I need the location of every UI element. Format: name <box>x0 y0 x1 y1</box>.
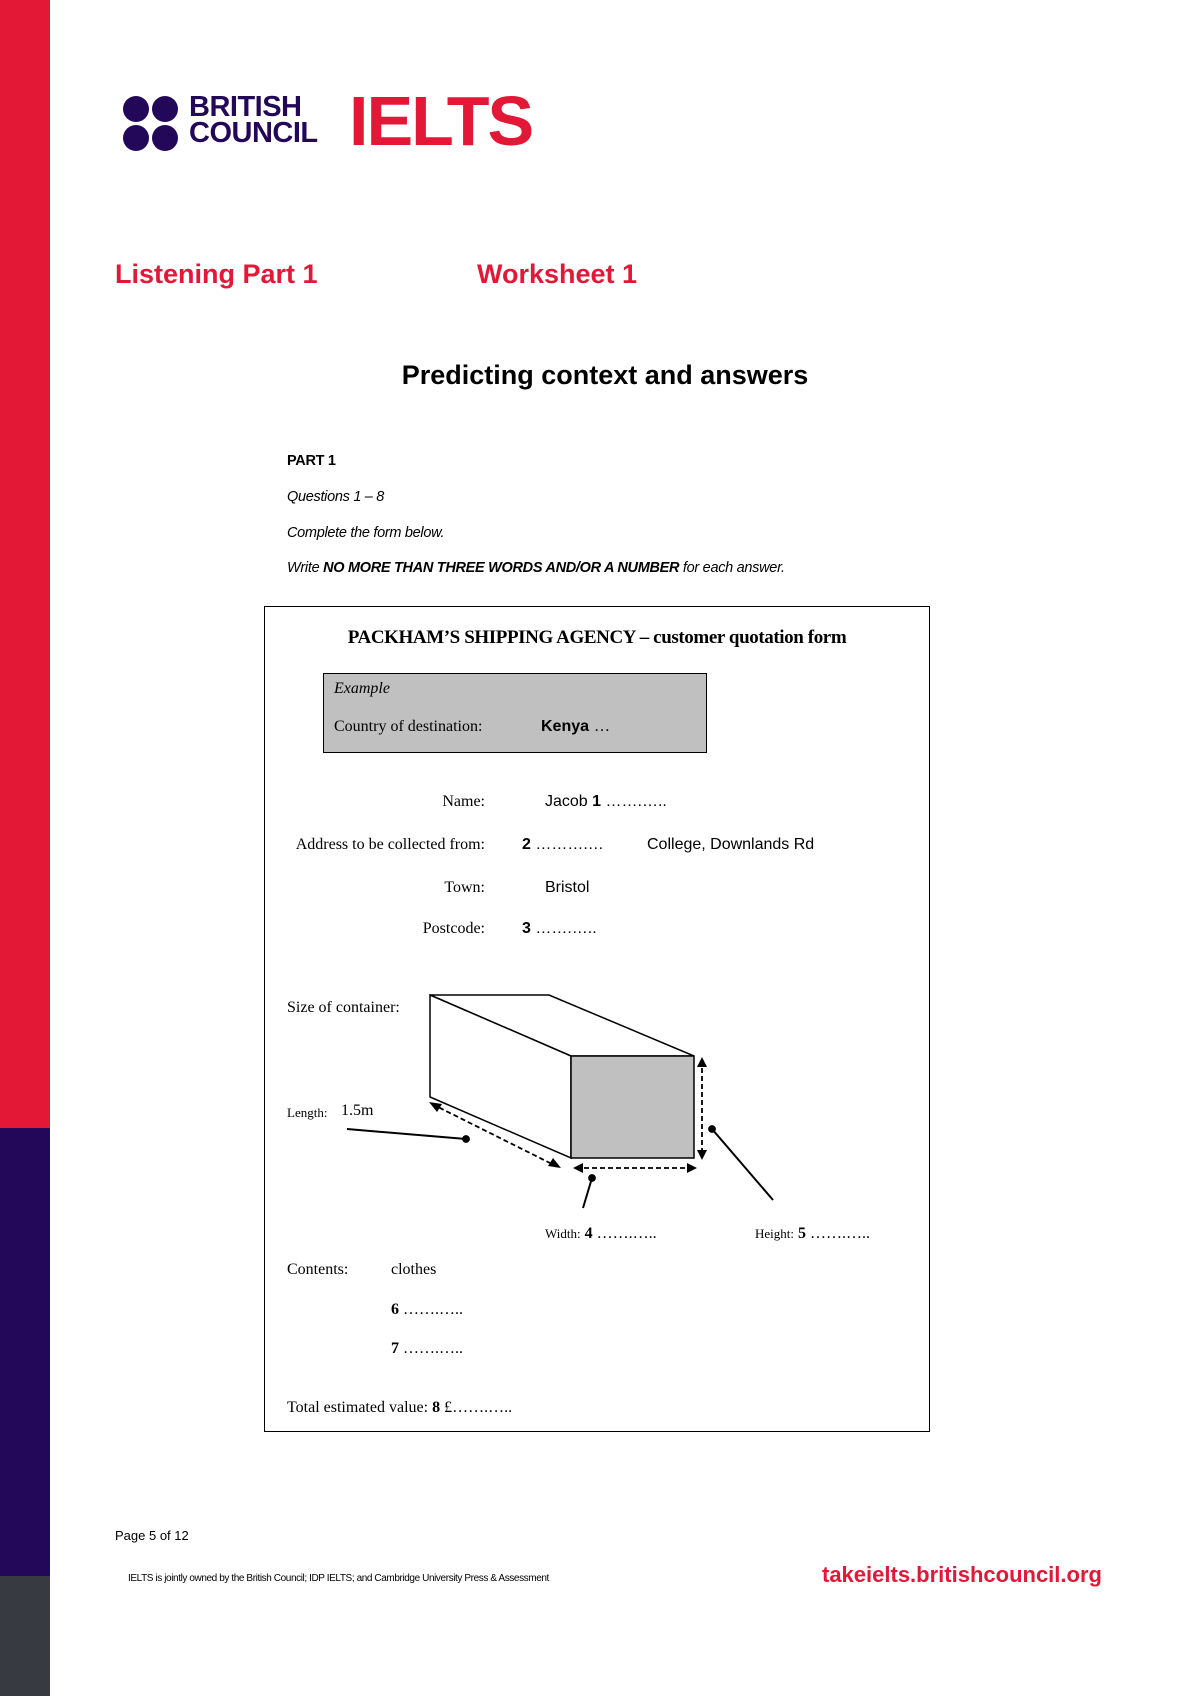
address-label: Address to be collected from: <box>295 836 485 853</box>
british-council-logo: BRITISH COUNCIL <box>189 91 318 149</box>
height-pointer <box>712 1129 773 1200</box>
height-arrow-start-icon <box>697 1057 707 1067</box>
length-arrow-end-icon <box>548 1158 561 1168</box>
sidebar-grey-band <box>0 1576 50 1696</box>
length-label: Length: <box>287 1105 328 1120</box>
width-arrow-end-icon <box>687 1163 697 1173</box>
example-dots: … <box>594 718 610 735</box>
word-limit-instruction: Write NO MORE THAN THREE WORDS AND/OR A NUMBER for each answer. <box>287 560 785 576</box>
width-pointer <box>583 1178 592 1208</box>
postcode-label: Postcode: <box>422 920 485 937</box>
ownership-note: IELTS is jointly owned by the British Council; IDP IELTS; and Cambridge University Press & Assessment <box>128 1573 549 1584</box>
length-dimension-line <box>432 1104 558 1167</box>
town-value: Bristol <box>545 879 590 896</box>
example-label: Example <box>334 680 390 697</box>
example-box <box>323 673 707 753</box>
contents-label: Contents: <box>287 1261 349 1278</box>
length-arrow-start-icon <box>429 1102 442 1112</box>
questions-range: Questions 1 – 8 <box>287 489 385 505</box>
address-answer-field[interactable]: 2 ……….… <box>522 836 604 853</box>
total-value-field[interactable]: Total estimated value: 8 £…….….. <box>287 1399 513 1416</box>
ielts-logo: IELTS <box>349 82 533 160</box>
width-arrow-start-icon <box>573 1163 583 1173</box>
address-suffix: College, Downlands Rd <box>647 836 815 853</box>
name-label: Name: <box>442 793 485 810</box>
container-end-face <box>571 1056 694 1158</box>
form-title: PACKHAM’S SHIPPING AGENCY – customer quotation form <box>347 627 847 648</box>
contents-first-item: clothes <box>391 1261 437 1278</box>
worksheet-heading: Worksheet 1 <box>477 259 638 289</box>
container-side-face <box>430 995 571 1158</box>
example-answer: Kenya <box>541 718 590 735</box>
website-link[interactable]: takeielts.britishcouncil.org <box>822 1562 1102 1587</box>
town-label: Town: <box>444 879 485 896</box>
example-field-label: Country of destination: <box>334 718 483 735</box>
contents-q7-field[interactable]: 7 …….….. <box>391 1340 463 1357</box>
postcode-answer-field[interactable]: 3 …….….. <box>522 920 597 937</box>
length-pointer <box>347 1129 466 1139</box>
section-heading: Listening Part 1 <box>115 259 318 289</box>
page-number: Page 5 of 12 <box>115 1528 189 1543</box>
british-council-dots-icon <box>123 96 181 154</box>
height-pointer-dot-icon <box>709 1126 715 1132</box>
container-size-label: Size of container: <box>287 999 400 1016</box>
sidebar-red-band <box>0 0 50 1128</box>
name-answer-field[interactable]: Jacob 1 …….….. <box>545 793 667 810</box>
width-answer-field[interactable]: Width: 4 …….….. <box>545 1225 657 1242</box>
sidebar-navy-band <box>0 1128 50 1576</box>
width-pointer-dot-icon <box>589 1175 595 1181</box>
container-top-face <box>430 995 694 1056</box>
complete-instruction: Complete the form below. <box>287 525 445 541</box>
height-answer-field[interactable]: Height: 5 …….….. <box>755 1225 870 1242</box>
part-label: PART 1 <box>287 453 336 469</box>
page-title: Predicting context and answers <box>401 360 809 390</box>
contents-q6-field[interactable]: 6 …….….. <box>391 1301 463 1318</box>
height-arrow-end-icon <box>697 1150 707 1160</box>
length-value: 1.5m <box>341 1102 374 1119</box>
quotation-form <box>264 606 930 1432</box>
length-pointer-dot-icon <box>463 1136 469 1142</box>
